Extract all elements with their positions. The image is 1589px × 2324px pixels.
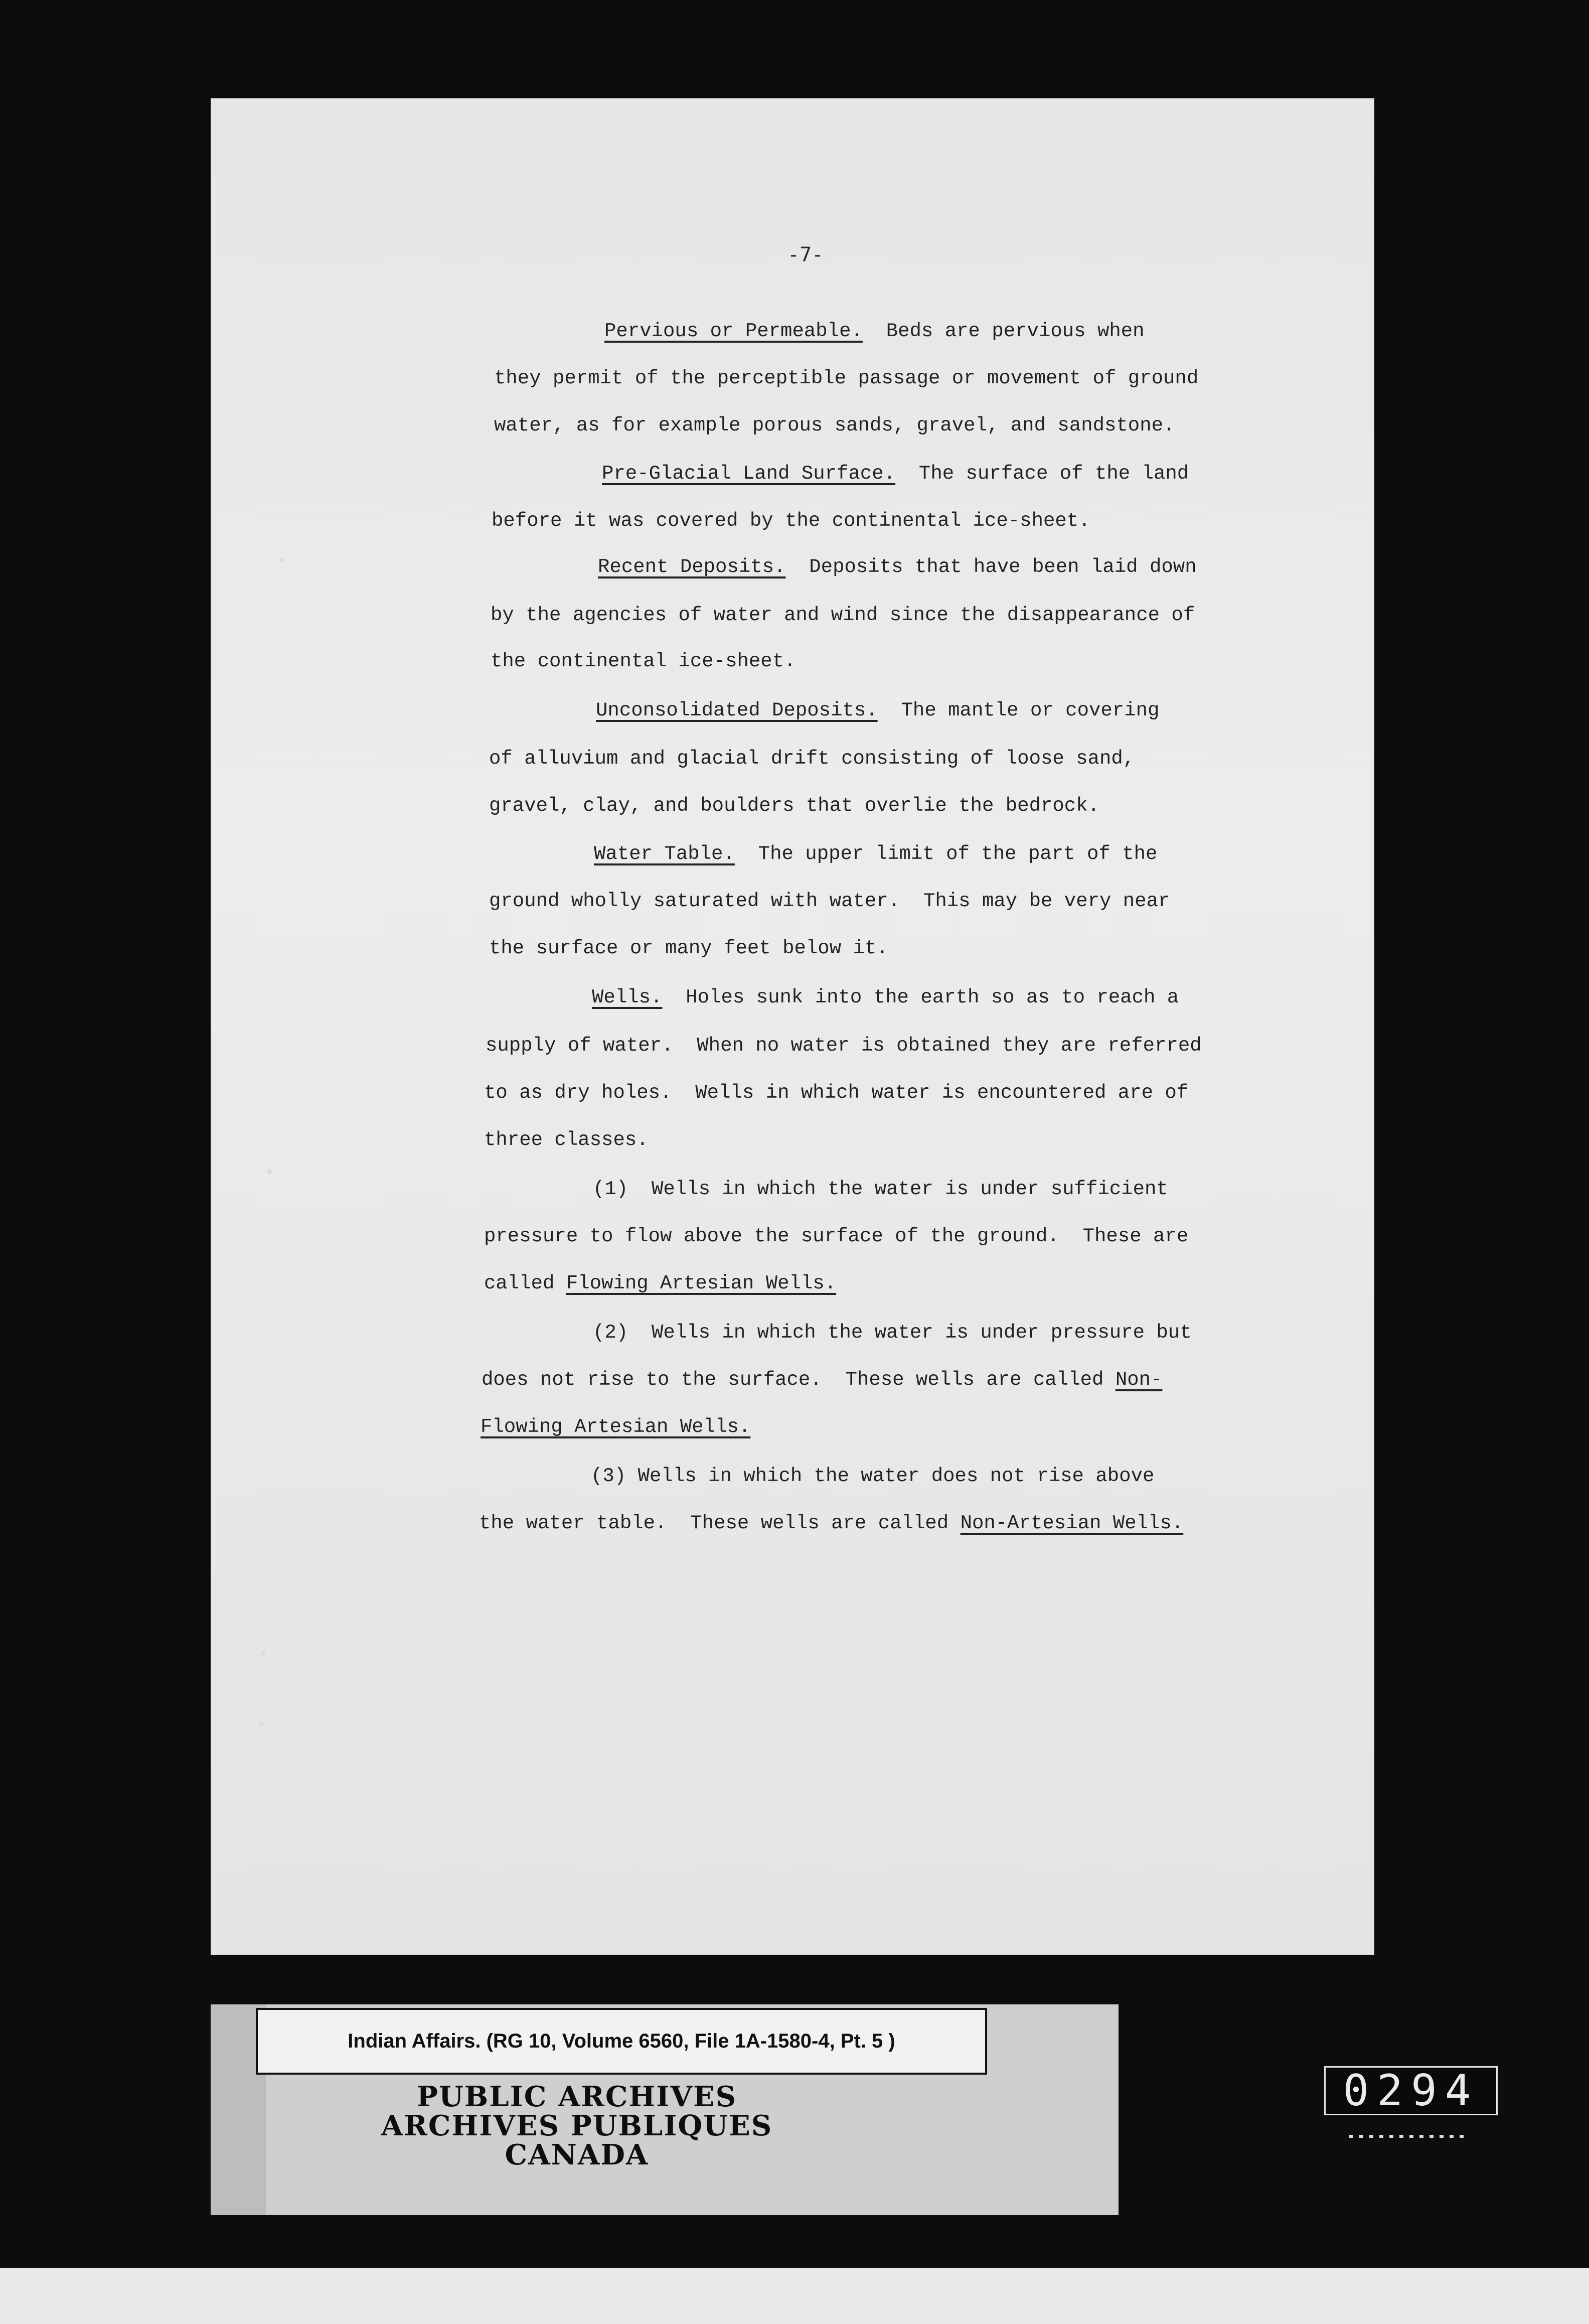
definition-line: Holes sunk into the earth so as to reach a [686,986,1179,1008]
definition-line: before it was covered by the continental ice-sheet. [492,510,1090,532]
term-unconsolidated-deposits: Unconsolidated Deposits. [596,699,878,721]
archive-reference [256,2008,987,2075]
scan-speck [267,1169,272,1174]
term-water-table: Water Table. [594,843,735,865]
frame-counter: 0294 [1324,2066,1498,2115]
class-line [482,1369,1162,1391]
definition-line: supply of water. When no water is obtained they are referred [486,1035,1202,1057]
class-text: does not rise to the surface. These wells are called [482,1369,1116,1391]
class-text: called [484,1272,566,1294]
scan-speck [279,558,284,563]
term-line [592,986,1179,1008]
term-line [602,463,1189,485]
term-recent-deposits: Recent Deposits. [598,556,786,578]
class-line [484,1272,836,1294]
definition-line: Beds are pervious when [886,320,1145,342]
definition-line: ground wholly saturated with water. This may be very near [489,890,1170,912]
class-line: (2) Wells in which the water is under pressure but [593,1322,1192,1344]
class-text: the water table. These wells are called [479,1512,961,1534]
archive-stamp [281,2082,873,2169]
definition-line: the continental ice-sheet. [491,650,796,672]
frame-counter-dots [1349,2135,1465,2138]
class-name-flowing: Flowing Artesian Wells. [566,1272,837,1294]
definition-line: the surface or many feet below it. [489,937,888,959]
definition-line: to as dry holes. Wells in which water is encountered are of [484,1082,1189,1104]
term-pre-glacial: Pre-Glacial Land Surface. [602,463,896,485]
bottom-margin [0,2268,1589,2324]
definition-line: water, as for example porous sands, gravel, and sandstone. [494,414,1175,437]
archive-stamp-line: CANADA [505,2138,649,2171]
term-pervious: Pervious or Permeable. [604,320,863,342]
term-line [594,843,1157,865]
class-line: (1) Wells in which the water is under sufficient [593,1178,1168,1200]
scan-speck [261,1651,266,1656]
term-wells: Wells. [592,986,663,1008]
archive-reference-text: Indian Affairs. (RG 10, Volume 6560, File 1A-1580-4, Pt. 5 ) [348,2030,895,2052]
definition-line: Deposits that have been laid down [809,556,1197,578]
class-line: (3) Wells in which the water does not rise above [591,1465,1155,1487]
definition-line: of alluvium and glacial drift consisting of loose sand, [489,748,1135,770]
definition-line: they permit of the perceptible passage or movement of ground [494,367,1199,389]
archive-stamp-line: ARCHIVES PUBLIQUES [381,2109,773,2142]
page-number: -7- [787,243,824,266]
definition-line: gravel, clay, and boulders that overlie the bedrock. [489,795,1099,817]
definition-line: The surface of the land [918,463,1189,485]
class-line: pressure to flow above the surface of the ground. These are [484,1225,1189,1247]
definition-line: The upper limit of the part of the [758,843,1158,865]
class-name-non-artesian: Non-Artesian Wells. [960,1512,1184,1534]
definition-line: by the agencies of water and wind since the disappearance of [491,604,1195,626]
archive-stamp-line: PUBLIC ARCHIVES [416,2080,737,2113]
class-line [481,1416,750,1438]
definition-line: three classes. [484,1129,649,1151]
class-name-non-flowing-cont: Flowing Artesian Wells. [481,1416,751,1438]
class-line [479,1512,1183,1534]
term-line [604,320,1145,342]
term-line [598,556,1197,578]
class-name-non-flowing: Non- [1115,1369,1163,1391]
scan-speck [259,1721,264,1726]
term-line [596,699,1159,721]
definition-line: The mantle or covering [901,699,1160,721]
